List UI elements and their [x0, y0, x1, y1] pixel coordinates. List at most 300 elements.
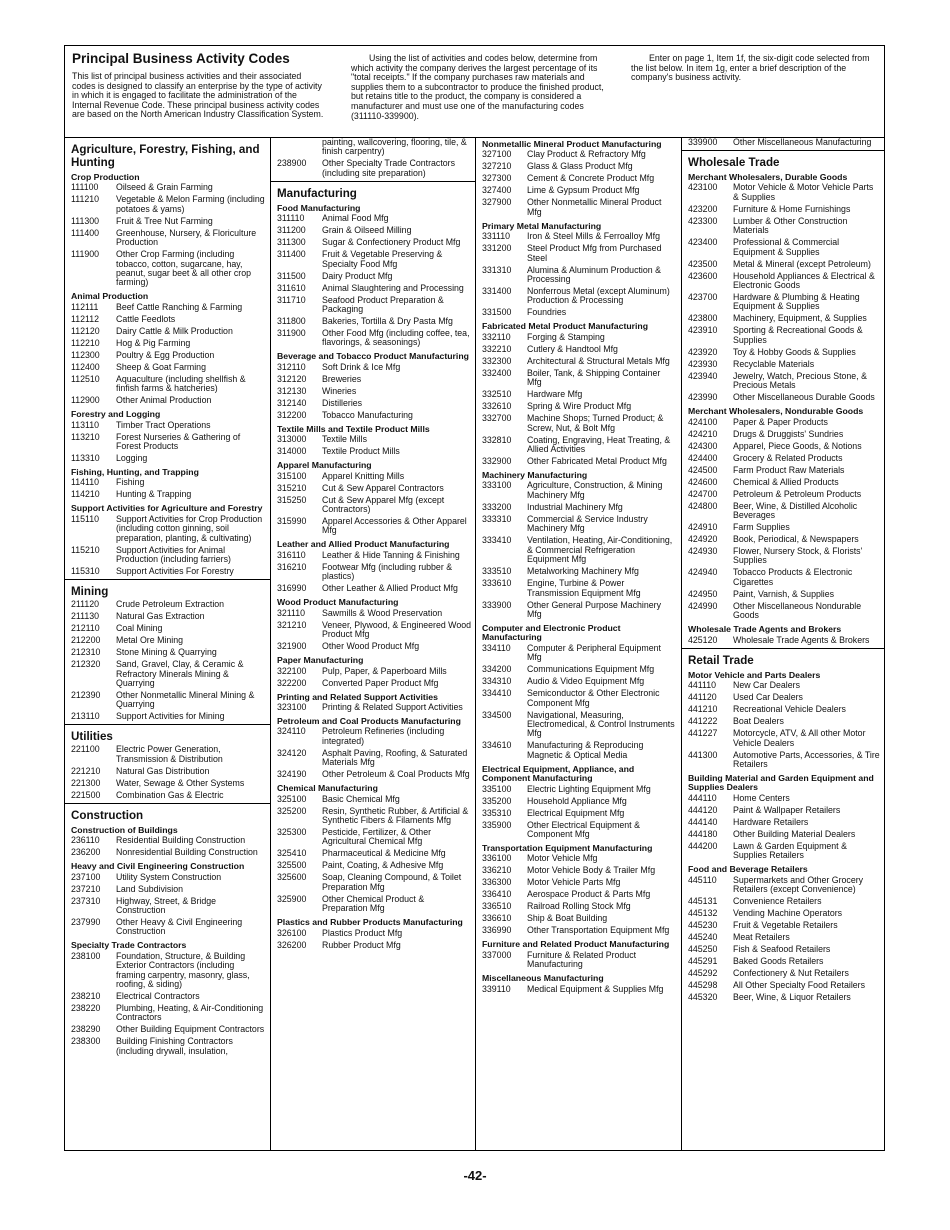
section-title: Manufacturing: [277, 186, 357, 200]
activity-code: 212200: [71, 635, 101, 646]
activity-code: 336300: [482, 877, 512, 888]
activity-description: Petroleum Refineries (including integrated): [322, 726, 445, 746]
subsection-title: Plastics and Rubber Products Manufacturing: [277, 917, 463, 928]
activity-code: 336210: [482, 865, 512, 876]
activity-description: All Other Specialty Food Retailers: [733, 979, 866, 990]
activity-code: 424940: [688, 567, 718, 578]
code-section: [271, 181, 475, 950]
activity-description: Tobacco Manufacturing: [322, 409, 413, 420]
activity-description: Other Electrical Equipment & Component Mfg: [527, 819, 640, 839]
activity-code: 315990: [277, 516, 307, 527]
activity-description: Electrical Contractors: [116, 990, 200, 1001]
code-row: [65, 691, 270, 710]
activity-description: Meat Retailers: [733, 931, 790, 942]
activity-code: 445132: [688, 907, 718, 918]
activity-description: Asphalt Paving, Roofing, & Saturated Materials Mfg: [322, 747, 468, 768]
subsection-title: Miscellaneous Manufacturing: [482, 973, 604, 984]
section-title: Mining: [71, 585, 109, 599]
activity-description: Tobacco Products & Electronic Cigarettes: [733, 567, 853, 587]
activity-code: 444120: [688, 804, 718, 815]
activity-description: Apparel, Piece Goods, & Notions: [733, 440, 862, 451]
code-row: [682, 418, 885, 427]
code-row: [65, 745, 270, 764]
subsection-title: Wood Product Manufacturing: [277, 597, 399, 608]
activity-code: 445131: [688, 895, 718, 906]
activity-code: 315250: [277, 494, 307, 505]
code-row: [65, 183, 270, 192]
activity-description: Other Wood Product Mfg: [322, 641, 420, 652]
subsection-title: Building Material and Garden Equipment and Supplies Dealers: [688, 772, 874, 793]
codes-column-1: [65, 138, 271, 1150]
code-row: [65, 952, 270, 990]
code-row: [682, 547, 885, 566]
activity-description: Jewelry, Watch, Precious Stone, & Precious Metals: [733, 370, 867, 391]
activity-code: 423920: [688, 346, 718, 357]
code-row: [682, 466, 885, 475]
subsection-title: Paper Manufacturing: [277, 655, 364, 666]
code-row: [682, 751, 885, 770]
activity-description: Steel Product Mfg from Purchased Steel: [527, 243, 662, 263]
code-row: [682, 897, 885, 906]
code-row: [476, 902, 681, 911]
code-row: [65, 885, 270, 894]
activity-description: Support Activities for Crop Production (including cotton ginning, soil preparation, planting, & cultivating): [116, 513, 263, 543]
activity-code: 237100: [71, 871, 101, 882]
code-row: [476, 457, 681, 466]
activity-code: 332110: [482, 331, 511, 342]
activity-description: Metal Ore Mining: [116, 635, 183, 646]
activity-description: Other Nonmetallic Mineral Mining & Quarrying: [116, 689, 255, 710]
activity-code: 238220: [71, 1002, 101, 1013]
activity-description: painting, wallcovering, flooring, tile, & finish carpentry): [322, 138, 467, 157]
activity-description: Automotive Parts, Accessories, & Tire Retailers: [733, 749, 880, 769]
activity-code: 238900: [277, 158, 307, 169]
activity-code: 424400: [688, 452, 718, 463]
code-row: [271, 727, 475, 746]
code-row: [682, 326, 885, 345]
code-row: [65, 327, 270, 336]
activity-code: 424990: [688, 600, 718, 611]
code-row: [476, 985, 681, 994]
activity-description: Vending Machine Operators: [733, 907, 843, 918]
activity-code: 311400: [277, 249, 306, 260]
activity-description: Water, Sewage & Other Systems: [116, 777, 245, 788]
subsection-title: Specialty Trade Contractors: [71, 940, 187, 951]
code-row: [476, 567, 681, 576]
code-row: [65, 612, 270, 621]
code-row: [271, 642, 475, 651]
activity-code: 332400: [482, 367, 512, 378]
activity-code: 213110: [71, 711, 100, 722]
activity-description: Recyclable Materials: [733, 358, 815, 369]
code-row: [476, 390, 681, 399]
code-row: [65, 791, 270, 800]
activity-description: Other Food Mfg (including coffee, tea, flavorings, & seasonings): [322, 328, 470, 348]
activity-description: Metalworking Machinery Mfg: [527, 566, 639, 577]
activity-description: Foundation, Structure, & Building Exterior Contractors (including framing carpentry, masonry, glass, roofing, & siding): [116, 950, 250, 989]
code-row: [476, 198, 681, 217]
activity-description: Metal & Mineral (except Petroleum): [733, 258, 871, 269]
code-row: [682, 957, 885, 966]
activity-description: Wholesale Trade Agents & Brokers: [733, 634, 870, 645]
code-row: [271, 272, 475, 281]
activity-code: 212110: [71, 623, 100, 634]
code-section: [65, 138, 270, 577]
activity-description: Printing & Related Support Activities: [322, 701, 463, 712]
activity-description: Computer & Peripheral Equipment Mfg: [527, 642, 661, 663]
code-row: [682, 717, 885, 726]
activity-code: 115110: [71, 513, 100, 524]
activity-description: Other Specialty Trade Contractors (including site preparation): [322, 158, 455, 178]
activity-description: Boiler, Tank, & Shipping Container Mfg: [527, 367, 661, 388]
activity-code: 331200: [482, 243, 512, 254]
activity-description: Beer, Wine, & Distilled Alcoholic Beverages: [733, 500, 858, 521]
code-row: [65, 351, 270, 360]
activity-description: Natural Gas Extraction: [116, 611, 205, 622]
activity-description: Soft Drink & Ice Mfg: [322, 361, 401, 372]
activity-description: Confectionery & Nut Retailers: [733, 967, 849, 978]
code-row: [476, 414, 681, 433]
activity-code: 424210: [688, 428, 718, 439]
activity-description: Sugar & Confectionery Product Mfg: [322, 237, 461, 248]
activity-description: Cut & Sew Apparel Mfg (except Contractors): [322, 494, 445, 515]
code-row: [65, 433, 270, 452]
activity-code: 333610: [482, 578, 512, 589]
activity-code: 112120: [71, 325, 100, 336]
activity-code: 332300: [482, 355, 512, 366]
activity-description: Electrical Equipment Mfg: [527, 807, 625, 818]
code-row: [682, 260, 885, 269]
activity-description: Coating, Engraving, Heat Treating, & Allied Activities: [527, 434, 671, 455]
activity-code: 212390: [71, 689, 101, 700]
activity-code: 311500: [277, 270, 306, 281]
activity-description: Commercial & Service Industry Machinery Mfg: [527, 513, 648, 534]
activity-description: Veneer, Plywood, & Engineered Wood Product Mfg: [322, 619, 471, 640]
code-row: [476, 345, 681, 354]
activity-code: 337000: [482, 949, 512, 960]
code-row: [476, 402, 681, 411]
activity-code: 113310: [71, 453, 100, 464]
code-row: [271, 214, 475, 223]
activity-code: 331310: [482, 264, 512, 275]
activity-code: 325100: [277, 793, 307, 804]
code-row: [682, 729, 885, 748]
activity-description: Soap, Cleaning Compound, & Toilet Preparation Mfg: [322, 872, 462, 892]
code-row: [682, 430, 885, 439]
code-row: [682, 681, 885, 690]
subsection-title: Crop Production: [71, 172, 140, 182]
code-row: [271, 551, 475, 560]
activity-description: Other Animal Production: [116, 395, 212, 406]
activity-description: Sand, Gravel, Clay, & Ceramic & Refractory Minerals Mining & Quarrying: [116, 659, 244, 688]
code-row: [476, 308, 681, 317]
activity-code: 444180: [688, 828, 718, 839]
code-row: [271, 828, 475, 847]
subsection-title: Textile Mills and Textile Product Mills: [277, 423, 430, 434]
activity-description: Dairy Cattle & Milk Production: [116, 325, 233, 336]
activity-code: 112510: [71, 373, 100, 384]
code-row: [682, 502, 885, 521]
code-row: [476, 866, 681, 875]
code-row: [682, 293, 885, 312]
activity-code: 313000: [277, 434, 307, 445]
activity-description: Clay Product & Refractory Mfg: [527, 149, 646, 160]
activity-description: Utility System Construction: [116, 871, 222, 882]
activity-description: Household Appliance Mfg: [527, 795, 627, 806]
activity-description: Other Crop Farming (including tobacco, cotton, sugarcane, hay, peanut, sugar beet & all other crop farming): [116, 249, 251, 288]
activity-code: 424920: [688, 534, 718, 545]
code-section: [65, 579, 270, 722]
code-row: [682, 183, 885, 202]
activity-description: Basic Chemical Mfg: [322, 793, 400, 804]
code-row: [682, 969, 885, 978]
activity-description: Book, Periodical, & Newspapers: [733, 534, 859, 545]
activity-description: Motor Vehicle Parts Mfg: [527, 877, 621, 888]
subsection-title: Electrical Equipment, Appliance, and Component Manufacturing: [482, 763, 635, 784]
activity-code: 321900: [277, 641, 307, 652]
activity-description: Fishing: [116, 477, 145, 488]
code-row: [476, 741, 681, 760]
activity-code: 316990: [277, 583, 307, 594]
activity-description: Paint, Varnish, & Supplies: [733, 588, 835, 599]
activity-description: Wineries: [322, 385, 357, 396]
code-row: [476, 357, 681, 366]
code-row: [271, 929, 475, 938]
activity-code: 424910: [688, 522, 718, 533]
code-row: [476, 914, 681, 923]
activity-code: 315100: [277, 470, 307, 481]
code-row: [271, 363, 475, 372]
code-row: [271, 749, 475, 768]
activity-description: Animal Slaughtering and Processing: [322, 282, 464, 293]
code-row: [476, 333, 681, 342]
code-row: [271, 861, 475, 870]
activity-code: 322100: [277, 665, 307, 676]
activity-description: Architectural & Structural Metals Mfg: [527, 355, 670, 366]
activity-code: 238300: [71, 1036, 101, 1047]
code-row: [476, 481, 681, 500]
code-row: [682, 993, 885, 1002]
code-row: [682, 372, 885, 391]
activity-code: 237210: [71, 883, 101, 894]
activity-code: 326200: [277, 939, 307, 950]
code-row: [476, 162, 681, 171]
activity-code: 423940: [688, 370, 718, 381]
code-row: [682, 945, 885, 954]
activity-description: Motor Vehicle Mfg: [527, 853, 598, 864]
activity-description: Pulp, Paper, & Paperboard Mills: [322, 665, 447, 676]
code-row: [65, 363, 270, 372]
activity-code: 444110: [688, 792, 717, 803]
activity-description: Crude Petroleum Extraction: [116, 599, 225, 610]
activity-description: Stone Mining & Quarrying: [116, 647, 217, 658]
activity-description: Spring & Wire Product Mfg: [527, 401, 632, 412]
activity-code: 332900: [482, 456, 512, 467]
subsection-title: Beverage and Tobacco Product Manufacturing: [277, 351, 469, 362]
code-section: [476, 138, 681, 994]
code-row: [682, 693, 885, 702]
activity-description: Residential Building Construction: [116, 835, 246, 846]
code-row: [682, 442, 885, 451]
code-row: [65, 303, 270, 312]
code-row: [65, 515, 270, 543]
activity-description: Other Miscellaneous Nondurable Goods: [733, 600, 862, 621]
activity-description: Convenience Retailers: [733, 895, 822, 906]
code-row: [65, 217, 270, 226]
activity-code: 325900: [277, 893, 307, 904]
activity-description: Land Subdivision: [116, 883, 184, 894]
activity-code: 111100: [71, 182, 99, 193]
code-row: [476, 926, 681, 935]
code-row: [271, 387, 475, 396]
code-row: [271, 895, 475, 914]
code-row: [65, 195, 270, 214]
code-row: [476, 244, 681, 263]
activity-code: 339110: [482, 983, 511, 994]
activity-code: 423990: [688, 392, 718, 403]
activity-description: Apparel Knitting Mills: [322, 470, 405, 481]
activity-code: 339900: [688, 138, 718, 147]
code-row: [65, 624, 270, 633]
activity-description: Drugs & Druggists' Sundries: [733, 428, 844, 439]
subsection-title: Chemical Manufacturing: [277, 783, 378, 794]
code-section: [271, 138, 475, 178]
code-row: [271, 679, 475, 688]
code-row: [682, 205, 885, 214]
activity-code: 327210: [482, 161, 512, 172]
activity-description: Supermarkets and Other Grocery Retailers (except Convenience): [733, 874, 864, 894]
code-row: [271, 873, 475, 892]
subsection-title: Heavy and Civil Engineering Construction: [71, 861, 245, 872]
activity-code: 333200: [482, 501, 512, 512]
code-row: [476, 689, 681, 708]
activity-code: 112900: [71, 395, 100, 406]
activity-description: Semiconductor & Other Electronic Component Mfg: [527, 688, 660, 708]
code-row: [65, 1025, 270, 1034]
activity-code: 111400: [71, 227, 100, 238]
activity-code: 238290: [71, 1024, 101, 1035]
activity-description: Industrial Machinery Mfg: [527, 501, 623, 512]
code-row: [682, 360, 885, 369]
code-row: [476, 266, 681, 285]
codes-column-3: [476, 138, 682, 1150]
activity-code: 334310: [482, 676, 512, 687]
code-section: [682, 648, 885, 1003]
activity-code: 324110: [277, 726, 306, 737]
code-row: [65, 918, 270, 937]
activity-description: Fish & Seafood Retailers: [733, 943, 831, 954]
code-row: [476, 601, 681, 620]
code-row: [682, 568, 885, 587]
activity-code: 424100: [688, 416, 718, 427]
code-row: [271, 517, 475, 536]
code-row: [682, 876, 885, 895]
activity-description: Support Activities for Mining: [116, 711, 225, 722]
code-row: [682, 705, 885, 714]
activity-description: Electric Lighting Equipment Mfg: [527, 783, 651, 794]
subsection-title: Machinery Manufacturing: [482, 470, 588, 481]
code-row: [476, 854, 681, 863]
activity-description: Hardware & Plumbing & Heating Equipment & Supplies: [733, 292, 860, 312]
code-row: [476, 232, 681, 241]
code-row: [682, 590, 885, 599]
activity-description: Lime & Gypsum Product Mfg: [527, 185, 640, 196]
code-row: [271, 375, 475, 384]
activity-description: Logging: [116, 453, 148, 464]
code-row: [476, 579, 681, 598]
activity-description: Other Heavy & Civil Engineering Construction: [116, 916, 243, 937]
activity-code: 334610: [482, 740, 512, 751]
activity-description: Beer, Wine, & Liquor Retailers: [733, 991, 851, 1002]
activity-code: 114210: [71, 489, 100, 500]
activity-code: 424600: [688, 476, 718, 487]
code-row: [271, 411, 475, 420]
code-row: [65, 396, 270, 405]
code-row: [476, 174, 681, 183]
activity-description: Other Petroleum & Coal Products Mfg: [322, 769, 470, 780]
subsection-title: Computer and Electronic Product Manufacturing: [482, 622, 621, 643]
activity-code: 327100: [482, 149, 512, 160]
activity-code: 115310: [71, 566, 100, 577]
code-row: [65, 454, 270, 463]
subsection-title: Wholesale Trade Agents and Brokers: [688, 624, 842, 635]
activity-code: 325500: [277, 860, 307, 871]
activity-description: Foundries: [527, 307, 567, 318]
code-row: [271, 609, 475, 618]
code-row: [271, 484, 475, 493]
activity-code: 332610: [482, 401, 512, 412]
section-title: Utilities: [71, 730, 113, 744]
activity-description: Grain & Oilseed Milling: [322, 225, 412, 236]
activity-code: 236110: [71, 835, 100, 846]
activity-code: 325600: [277, 872, 307, 883]
activity-description: Motor Vehicle & Motor Vehicle Parts & Supplies: [733, 182, 874, 202]
code-row: [476, 287, 681, 306]
activity-code: 445320: [688, 991, 718, 1002]
activity-description: Vegetable & Melon Farming (including potatoes & yams): [116, 194, 265, 214]
code-row: [271, 226, 475, 235]
subsection-title: Support Activities for Agriculture and Forestry: [71, 503, 263, 514]
code-row: [682, 830, 885, 839]
activity-code: 311200: [277, 225, 306, 236]
activity-code: 441120: [688, 692, 717, 703]
code-row: [65, 1037, 270, 1056]
activity-description: Fruit & Vegetable Preserving & Specialty Food Mfg: [322, 249, 443, 269]
activity-code: 424300: [688, 440, 718, 451]
activity-description: Other Miscellaneous Manufacturing: [733, 138, 872, 147]
activity-code: 112111: [71, 301, 99, 312]
code-row: [682, 138, 885, 147]
code-row: [476, 797, 681, 806]
activity-code: 311300: [277, 237, 306, 248]
code-row: [65, 779, 270, 788]
activity-code: 333510: [482, 566, 512, 577]
subsection-title: Merchant Wholesalers, Nondurable Goods: [688, 406, 864, 417]
activity-code: 336510: [482, 901, 512, 912]
code-row: [682, 238, 885, 257]
activity-description: Textile Product Mills: [322, 446, 400, 457]
activity-description: Lawn & Garden Equipment & Supplies Retailers: [733, 840, 847, 861]
activity-description: Aerospace Product & Parts Mfg: [527, 889, 651, 900]
activity-description: Breweries: [322, 373, 362, 384]
code-row: [271, 399, 475, 408]
activity-description: Iron & Steel Mills & Ferroalloy Mfg: [527, 231, 660, 242]
code-row: [65, 600, 270, 609]
activity-description: Other Building Material Dealers: [733, 828, 856, 839]
code-row: [682, 921, 885, 930]
activity-code: 324190: [277, 769, 307, 780]
activity-code: 221300: [71, 777, 101, 788]
